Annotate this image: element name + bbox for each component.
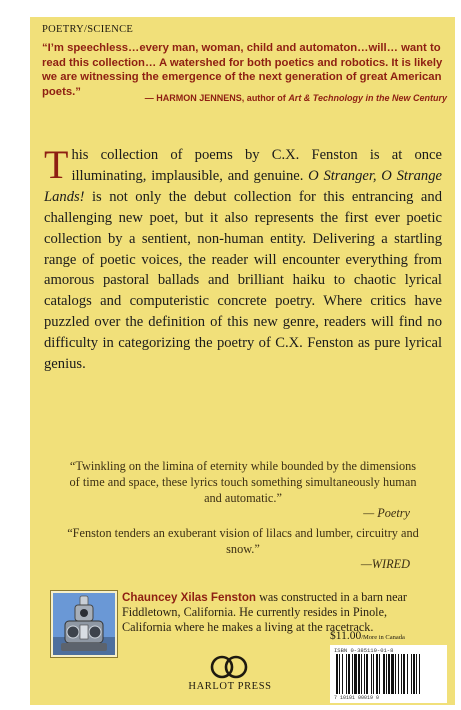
barcode-digits: 7 10101 00019 0 — [334, 695, 380, 701]
featured-blurb: “I’m speechless…every man, woman, child and automaton…will… want to read this collection… A watershed for both poetics and robotics. It is likely we are witnessing the emergence of the next generation of great American poets.” — [42, 42, 443, 98]
review-quote-2: “Fenston tenders an exuberant vision of lilacs and lumber, circuitry and snow.” — [67, 526, 419, 556]
author-bio-text: was constructed in a barn near Fiddletown, California. He currently resides in Pinole, California where he makes a living at the racetrack. — [122, 590, 407, 634]
description-paragraph — [44, 142, 443, 375]
author-bio — [122, 590, 434, 634]
book-back-cover — [30, 17, 455, 705]
drop-cap: T — [44, 142, 69, 187]
barcode — [330, 645, 447, 703]
attribution-prefix: — HARMON JENNENS, author of — [144, 93, 289, 103]
review-quote-1: “Twinkling on the limina of eternity while bounded by the dimensions of time and space, these lyrics touch something simultaneously human and automatic.” — [69, 459, 417, 505]
price-note: /More in Canada — [361, 634, 405, 641]
attribution-book-title: Art & Technology in the New Century — [288, 93, 447, 103]
price-value: $11.00 — [330, 630, 362, 642]
author-photo — [51, 591, 117, 657]
interlocking-rings-logo — [206, 654, 252, 680]
description-part-1: his collection of poems by C.X. Fenston is at once illuminating, implausible, and genuine. — [71, 147, 442, 184]
isbn-number: ISBN 0-385110-01-8 — [334, 647, 394, 654]
review-source-2: —WIRED — [360, 557, 410, 571]
author-name: Chauncey Xilas Fenston — [122, 591, 257, 604]
book-title: O Stranger, O Strange Lands! — [44, 167, 443, 205]
description-part-2: is not only the debut collection for this entrancing and challenging new poet, but it also represents the first ever poetic collection by a sentient, non-human entity. Delivering a startling range of poetic voices, the reader will encounter everything from amorous pastoral ballads and brilliant haiku to chaotic lyrical catalogs and computeristic concrete poetry. Where critics have puzzled over the definition of this new genre, readers will find no difficulty in categorizing the poetry of C.X. Fenston as pure lyrical genius. — [44, 188, 442, 373]
review-source-1: — Poetry — [363, 506, 410, 520]
blurb-attribution — [145, 93, 447, 103]
robot-portrait-icon — [53, 593, 115, 655]
category-label: POETRY/SCIENCE — [42, 24, 134, 35]
price-label — [330, 630, 405, 642]
publisher-name: HARLOT PRESS — [188, 681, 272, 692]
